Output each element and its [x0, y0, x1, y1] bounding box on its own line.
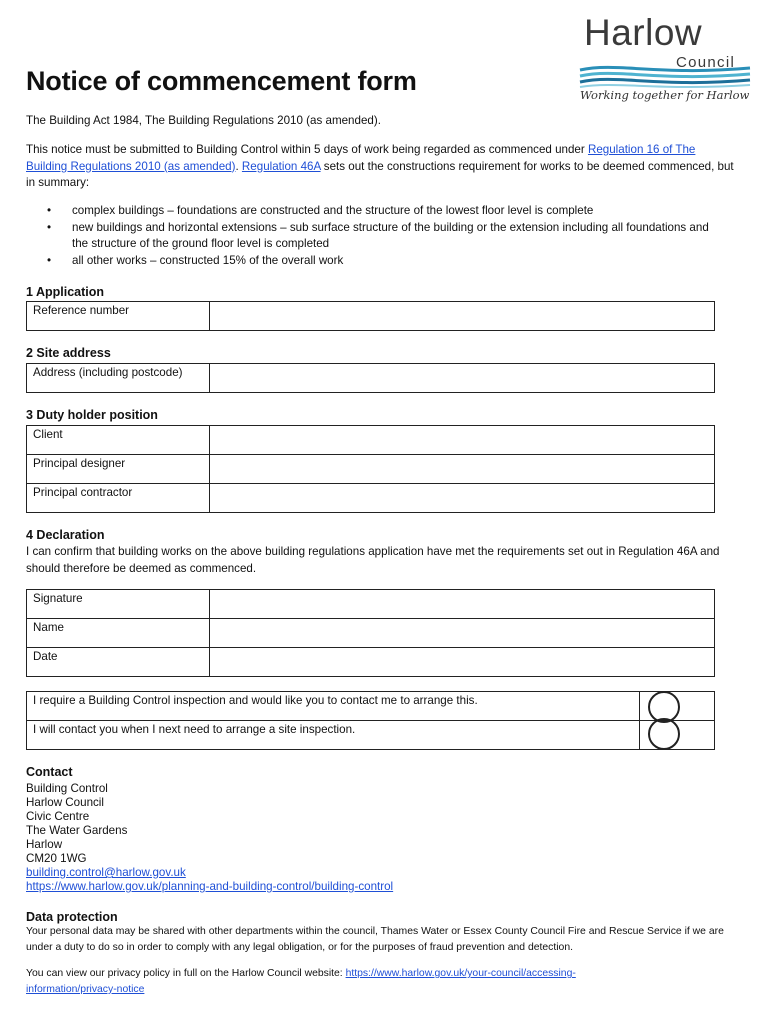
- address-line: Building Control: [26, 782, 108, 795]
- harlow-council-logo: [578, 12, 754, 106]
- declaration-text: I can confirm that building works on the above building regulations application have met the requirements set out in Regulation 46A and should therefore be deemed as commenced.: [26, 545, 720, 575]
- address-field[interactable]: [210, 364, 715, 393]
- principal-contractor-label: Principal contractor: [27, 484, 210, 513]
- list-item: • all other works – constructed 15% of the overall work: [26, 253, 726, 270]
- section-heading-application: 1 Application: [26, 285, 105, 299]
- duty-holder-table: [26, 425, 715, 513]
- intro-text-2: .: [235, 159, 242, 173]
- date-field[interactable]: [210, 648, 715, 677]
- intro-text-3: sets out the constructions requirement for works to be deemed commenced, but in summary:: [26, 159, 734, 189]
- regulation-46a-link[interactable]: Regulation 46A: [241, 159, 321, 173]
- principal-designer-field[interactable]: [210, 455, 715, 484]
- list-item: • complex buildings – foundations are constructed and the structure of the lowest floor level is complete: [26, 203, 726, 220]
- table-row: [27, 648, 715, 677]
- intro-paragraph: [26, 142, 738, 192]
- privacy-paragraph: [26, 966, 666, 998]
- table-row: [27, 619, 715, 648]
- name-label: Name: [27, 619, 210, 648]
- table-row: [27, 590, 715, 619]
- reference-number-field[interactable]: [210, 302, 715, 331]
- regulation-16-link[interactable]: Regulation 16 of The Building Regulations 2010 (as amended): [26, 143, 696, 173]
- table-row: [27, 426, 715, 455]
- summary-list: [26, 203, 726, 269]
- table-row: [27, 692, 715, 721]
- section-heading-data-protection: Data protection: [26, 910, 118, 924]
- client-label: Client: [27, 426, 210, 455]
- building-control-url-link[interactable]: https://www.harlow.gov.uk/planning-and-building-control/building-control: [26, 880, 394, 893]
- section-heading-duty-holder: 3 Duty holder position: [26, 408, 158, 422]
- inspection-options-table: [26, 691, 715, 750]
- inspection-option-label: I require a Building Control inspection and would like you to contact me to arrange this.: [27, 692, 640, 721]
- privacy-text: You can view our privacy policy in full on the Harlow Council website:: [26, 968, 346, 979]
- contact-email-link[interactable]: building.control@harlow.gov.uk: [26, 866, 186, 879]
- act-line: The Building Act 1984, The Building Regulations 2010 (as amended).: [26, 114, 381, 127]
- address-label: Address (including postcode): [27, 364, 210, 393]
- address-line: Harlow: [26, 838, 63, 851]
- address-line: Harlow Council: [26, 796, 104, 809]
- self-contact-radio[interactable]: [648, 718, 680, 750]
- privacy-policy-link[interactable]: https://www.harlow.gov.uk/your-council/accessing-information/privacy-notice: [26, 968, 576, 995]
- address-line: Civic Centre: [26, 810, 90, 823]
- application-table: [26, 301, 715, 331]
- principal-designer-label: Principal designer: [27, 455, 210, 484]
- contact-address: [26, 782, 393, 894]
- date-label: Date: [27, 648, 210, 677]
- section-heading-contact: Contact: [26, 765, 73, 779]
- signature-field[interactable]: [210, 590, 715, 619]
- table-row: [27, 455, 715, 484]
- data-protection-text: Your personal data may be shared with other departments within the council, Thames Water or Essex County Council Fire and Rescue Service if we are under a duty to do so in order to comply with any legal obligation, or for the purposes of fraud prevention and detection.: [26, 926, 724, 953]
- reference-number-label: Reference number: [27, 302, 210, 331]
- page-title: Notice of commencement form: [26, 66, 417, 96]
- logo-tagline: Working together for Harlow: [580, 88, 750, 102]
- table-row: [27, 302, 715, 331]
- logo-waves-icon: [578, 64, 754, 90]
- name-field[interactable]: [210, 619, 715, 648]
- declaration-table: [26, 589, 715, 677]
- principal-contractor-field[interactable]: [210, 484, 715, 513]
- logo-council: Council: [676, 54, 736, 71]
- section-heading-declaration: 4 Declaration: [26, 528, 105, 542]
- inspection-option-label: I will contact you when I next need to arrange a site inspection.: [27, 721, 640, 750]
- signature-label: Signature: [27, 590, 210, 619]
- intro-text-1: This notice must be submitted to Building Control within 5 days of work being regarded as commenced under: [26, 143, 588, 156]
- list-item: • new buildings and horizontal extensions – sub surface structure of the building or the extension including all foundations and the structure of the ground floor level is completed: [26, 220, 726, 253]
- client-field[interactable]: [210, 426, 715, 455]
- section-heading-site-address: 2 Site address: [26, 346, 111, 360]
- site-address-table: [26, 363, 715, 393]
- logo-name: Harlow: [584, 12, 703, 53]
- table-row: [27, 721, 715, 750]
- address-line: The Water Gardens: [26, 824, 128, 837]
- table-row: [27, 364, 715, 393]
- address-line: CM20 1WG: [26, 852, 87, 865]
- table-row: [27, 484, 715, 513]
